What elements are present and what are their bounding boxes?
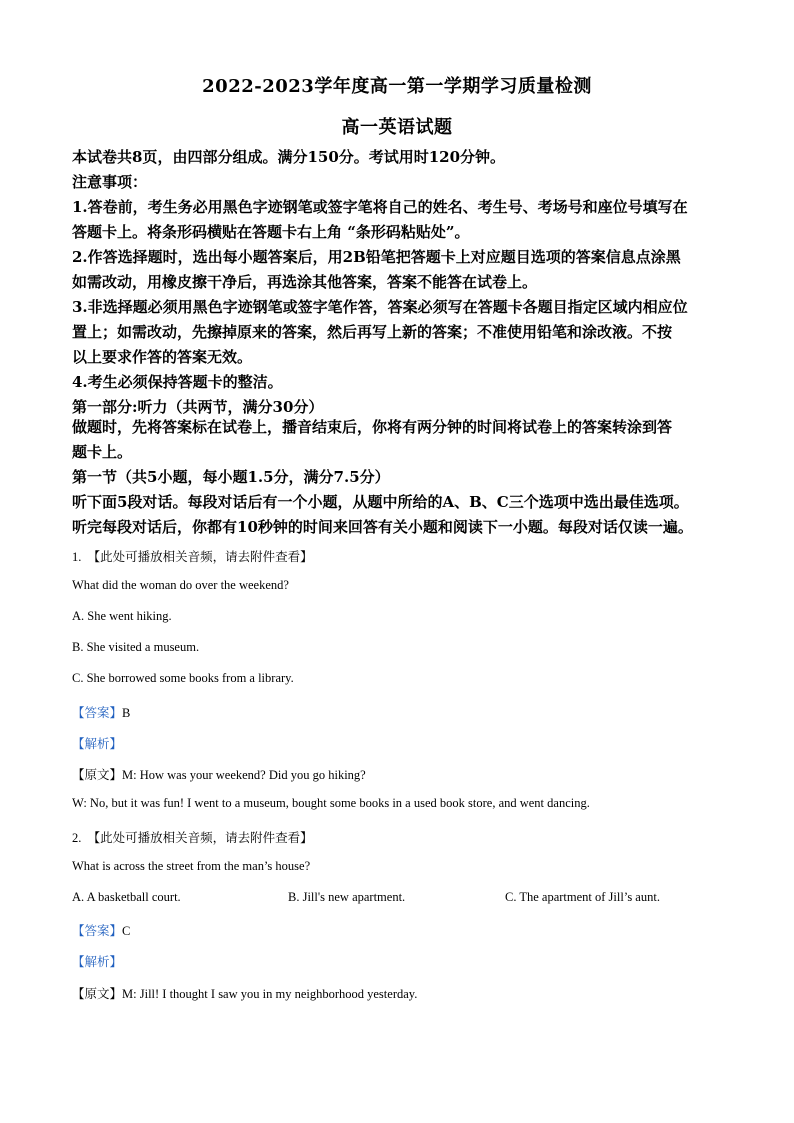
q2-audio-note: 【此处可播放相关音频，请去附件查看】	[87, 830, 313, 845]
q1-audio-note: 【此处可播放相关音频，请去附件查看】	[87, 549, 313, 564]
instruction-line: 以上要求作答的答案无效。	[72, 348, 253, 366]
q1-answer-line	[72, 703, 130, 721]
q2-number: 2.	[72, 831, 82, 845]
q2-analysis-line	[72, 952, 122, 970]
section-heading: 第一节（共5小题，每小题1.5分，满分7.5分）	[72, 468, 390, 486]
section-line: 做题时，先将答案标在试卷上，播音结束后，你将有两分钟的时间将试卷上的答案转涂到答	[72, 418, 673, 436]
q1-transcript-2: W: No, but it was fun! I went to a museum, bought some books in a used book store, and went dancing.	[72, 796, 590, 810]
q2-option-b: B. Jill's new apartment.	[288, 890, 406, 904]
part-heading: 第一部分:听力（共两节，满分30分）	[72, 398, 324, 416]
q1-option-a: A. She went hiking.	[72, 609, 172, 623]
exam-title: 2022-2023学年度高一第一学期学习质量检测	[202, 76, 592, 97]
section-line: 听下面5段对话。每段对话后有一个小题，从题中所给的A、B、C三个选项中选出最佳选项。	[72, 493, 689, 511]
q2-answer-tag: 【答案】	[72, 923, 123, 938]
q1-option-c: C. She borrowed some books from a library.	[72, 671, 294, 685]
q2-audio-line	[72, 828, 313, 846]
section-line: 听完每段对话后，你都有10秒钟的时间来回答有关小题和阅读下一小题。每段对话仅读一遍。	[72, 518, 693, 536]
instruction-line: 本试卷共8页，由四部分组成。满分150分。考试用时120分钟。	[72, 148, 506, 166]
instruction-line: 4.考生必须保持答题卡的整洁。	[72, 373, 283, 391]
q1-analysis-tag: 【解析】	[72, 736, 123, 751]
instruction-line: 1.答卷前，考生务必用黑色字迹钢笔或签字笔将自己的姓名、考生号、考场号和座位号填写在	[72, 198, 688, 216]
q1-answer: B	[122, 706, 131, 720]
instruction-line: 置上；如需改动，先擦掉原来的答案，然后再写上新的答案；不准使用铅笔和涂改液。不按	[72, 323, 673, 341]
instruction-line: 注意事项：	[72, 173, 148, 191]
q2-answer-line	[72, 921, 130, 939]
section-line: 题卡上。	[72, 443, 133, 461]
q1-number: 1.	[72, 550, 82, 564]
q2-transcript-tag: 【原文】	[72, 986, 123, 1001]
q2-analysis-tag: 【解析】	[72, 954, 123, 969]
q2-option-c: C. The apartment of Jill’s aunt.	[505, 890, 660, 904]
instructions-block	[72, 145, 732, 420]
q2-transcript-1: M: Jill! I thought I saw you in my neighborhood yesterday.	[122, 987, 418, 1001]
q1-option-b: B. She visited a museum.	[72, 640, 200, 654]
q2-option-a: A. A basketball court.	[72, 890, 181, 904]
q2-question: What is across the street from the man’s house?	[72, 859, 311, 873]
q2-answer: C	[122, 924, 131, 938]
instruction-line: 3.非选择题必须用黑色字迹钢笔或签字笔作答，答案必须写在答题卡各题目指定区域内相应位	[72, 298, 688, 316]
instruction-line: 答题卡上。将条形码横贴在答题卡右上角 “条形码粘贴处”。	[72, 223, 470, 241]
q2-transcript-line	[72, 984, 417, 1002]
q1-transcript-tag: 【原文】	[72, 767, 123, 782]
instruction-line: 2.作答选择题时，选出每小题答案后，用2B铅笔把答题卡上对应题目选项的答案信息点涂黑	[72, 248, 681, 266]
q1-answer-tag: 【答案】	[72, 705, 123, 720]
q1-question: What did the woman do over the weekend?	[72, 578, 289, 592]
section-block	[72, 415, 732, 540]
q1-transcript-1: M: How was your weekend? Did you go hiking?	[122, 768, 366, 782]
q1-transcript-line	[72, 765, 366, 783]
exam-subtitle: 高一英语试题	[341, 117, 453, 138]
q1-analysis-line	[72, 734, 122, 752]
instruction-line: 如需改动，用橡皮擦干净后，再选涂其他答案，答案不能答在试卷上。	[72, 273, 538, 291]
q1-audio-line	[72, 547, 313, 565]
